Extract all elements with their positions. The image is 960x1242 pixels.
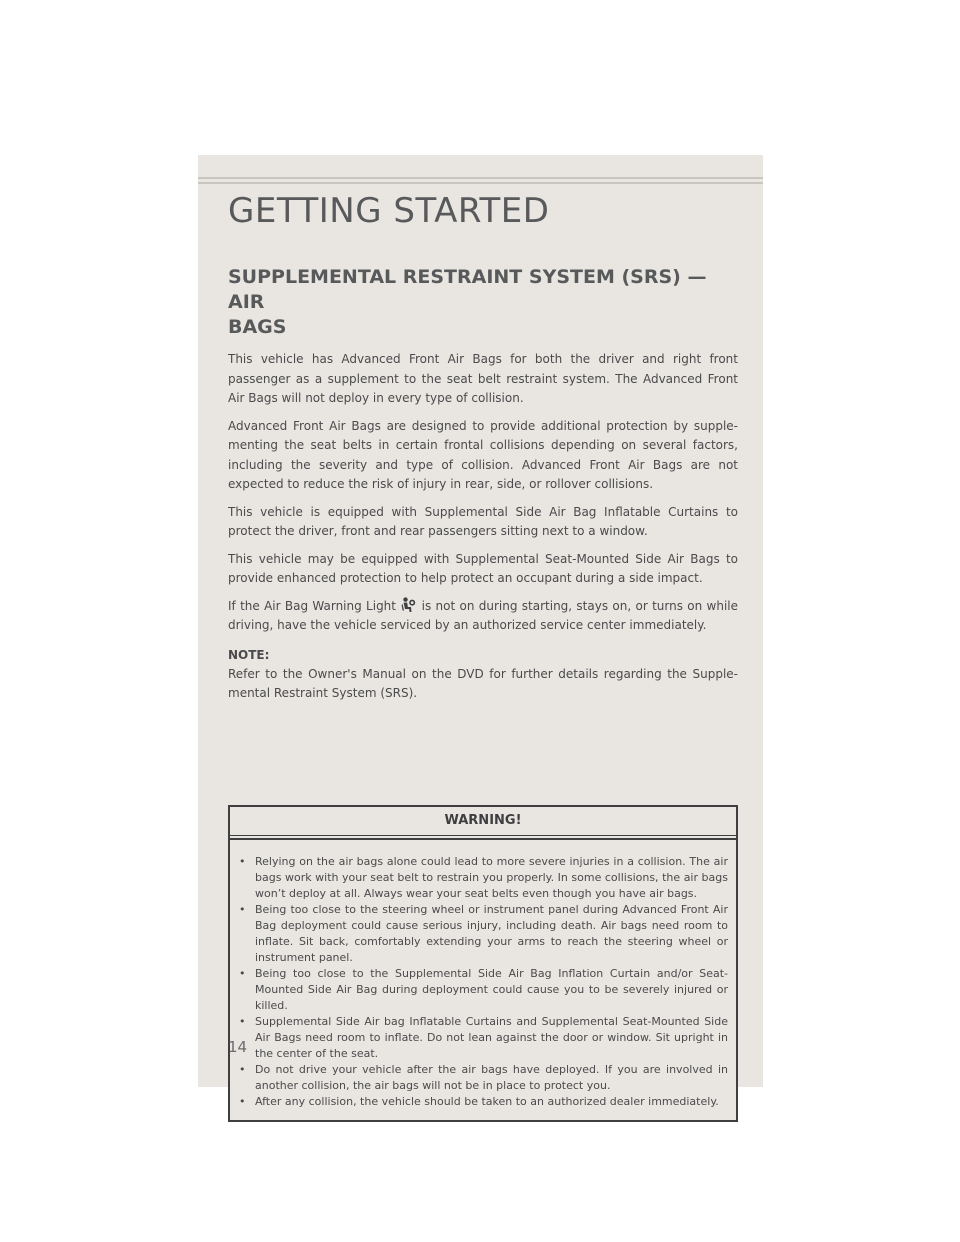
bullet-icon: • bbox=[239, 903, 246, 916]
paragraph-advanced-front-air-bags: This vehicle has Advanced Front Air Bags for both the driver and right front passenger as a supplement to the seat belt restraint system. The Advanced Front Air Bags will not deploy in every type of collision. bbox=[228, 352, 738, 405]
paragraph-air-bag-design: Advanced Front Air Bags are designed to provide additional protection by supple-menting the seat belts in certain frontal collisions depending on several factors, including the severity and type of collision. Advanced Front Air Bags are not expected to reduce the risk of injury in rear, side, or rollover collisions. bbox=[228, 418, 738, 491]
paragraph-seat-mounted-air-bags: This vehicle may be equipped with Supplemental Seat-Mounted Side Air Bags to provide enhanced protection to help protect an occupant during a side impact. bbox=[228, 551, 738, 585]
warning-item-text: After any collision, the vehicle should be taken to an authorized dealer immediately. bbox=[255, 1095, 719, 1108]
warning-item-text: Being too close to the steering wheel or instrument panel during Advanced Front Air Bag deployment could cause serious injury, including death. Air bags need room to inflate. Sit back, comfortably extending your arms to reach the steering wheel or instrument panel. bbox=[255, 903, 728, 964]
warning-box bbox=[228, 805, 738, 1122]
warning-item bbox=[238, 966, 728, 1014]
srs-heading bbox=[228, 265, 738, 340]
paragraph-warning-light bbox=[228, 597, 738, 636]
warning-light-text-before: If the Air Bag Warning Light bbox=[228, 598, 401, 613]
manual-page bbox=[198, 155, 763, 1108]
warning-list bbox=[230, 840, 736, 1120]
section-title: GETTING STARTED bbox=[228, 191, 550, 231]
top-rule bbox=[198, 177, 763, 179]
warning-item bbox=[238, 1062, 728, 1094]
warning-item bbox=[238, 854, 728, 902]
bullet-icon: • bbox=[239, 967, 246, 980]
bullet-icon: • bbox=[239, 1095, 246, 1108]
srs-heading-line1: SUPPLEMENTAL RESTRAINT SYSTEM (SRS) — AIR bbox=[228, 266, 707, 313]
warning-item-text: Relying on the air bags alone could lead to more severe injuries in a collision. The air bags work with your seat belt to restrain you properly. In some collisions, the air bags won’t deploy at all. Always wear your seat belts even though you have air bags. bbox=[255, 855, 728, 900]
warning-title: WARNING! bbox=[230, 807, 736, 836]
warning-item-text: Being too close to the Supplemental Side Air Bag Inflation Curtain and/or Seat-Mounted Side Air Bag during deployment could cause you to be severely injured or killed. bbox=[255, 967, 728, 1012]
warning-light-text-after: is not on during starting, stays on, or turns on while driving, have the vehicle serviced by an authorized service center immediately. bbox=[228, 598, 738, 632]
srs-heading-line2: BAGS bbox=[228, 316, 287, 338]
paragraph-side-curtains: This vehicle is equipped with Supplemental Side Air Bag Inflatable Curtains to protect the driver, front and rear passengers sitting next to a window. bbox=[228, 504, 738, 538]
warning-item-text: Supplemental Side Air bag Inflatable Curtains and Supplemental Seat-Mounted Side Air Bags need room to inflate. Do not lean against the door or window. Sit upright in the center of the seat. bbox=[255, 1015, 728, 1060]
note-label: NOTE: bbox=[228, 647, 270, 662]
note-text: Refer to the Owner's Manual on the DVD for further details regarding the Supple-mental Restraint System (SRS). bbox=[228, 666, 738, 700]
warning-item-text: Do not drive your vehicle after the air bags have deployed. If you are involved in another collision, the air bags will not be in place to protect you. bbox=[255, 1063, 728, 1092]
page-number: 14 bbox=[228, 1038, 248, 1056]
warning-item bbox=[238, 1094, 728, 1110]
bullet-icon: • bbox=[239, 1015, 246, 1028]
bullet-icon: • bbox=[239, 1063, 246, 1076]
top-rule-second bbox=[198, 182, 763, 184]
warning-item bbox=[238, 902, 728, 966]
air-bag-warning-icon bbox=[401, 597, 416, 613]
warning-item bbox=[238, 1014, 728, 1062]
bullet-icon: • bbox=[239, 855, 246, 868]
